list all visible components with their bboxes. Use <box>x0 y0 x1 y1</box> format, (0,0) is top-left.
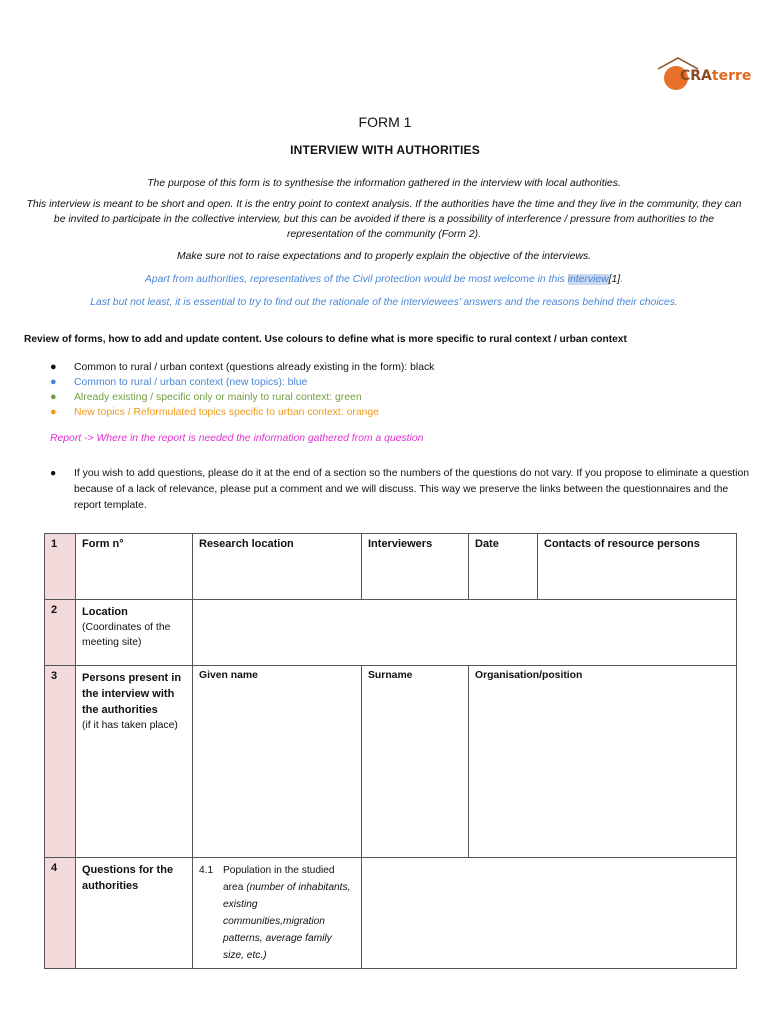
question-4-1-answer-cell[interactable] <box>362 858 737 969</box>
location-label: Location <box>82 606 128 618</box>
form-title: FORM 1 <box>358 114 412 130</box>
persons-label: Persons present in the interview with the authorities <box>82 672 182 716</box>
form-subtitle: INTERVIEW WITH AUTHORITIES <box>290 143 480 157</box>
interview-form-table <box>44 533 737 969</box>
highlighted-word: interview <box>567 274 609 285</box>
footnote-link[interactable]: [1] <box>608 274 621 285</box>
table-row <box>45 534 737 600</box>
logo-text <box>680 68 751 84</box>
table-row <box>45 600 737 666</box>
given-name-cell[interactable]: Given name <box>193 666 362 858</box>
legend-text: Already existing / specific only or mainly to rural context: green <box>74 392 362 403</box>
bullet-icon: ● <box>50 468 57 479</box>
table-row <box>45 666 737 858</box>
form-number-cell[interactable]: Form n° <box>76 534 193 600</box>
question-4-1-cell <box>193 858 362 969</box>
location-sublabel: (Coordinates of the meeting site) <box>82 622 171 648</box>
row-number: 2 <box>45 600 76 666</box>
organisation-cell[interactable]: Organisation/position <box>469 666 737 858</box>
intro-paragraph-5: Last but not least, it is essential to try to find out the rationale of the interviewees’ answers and the reasons behind their choices. <box>90 297 678 308</box>
add-questions-note <box>50 466 750 514</box>
logo-text-part2: terre <box>711 68 752 84</box>
legend-item <box>50 360 434 375</box>
intro-paragraph-4 <box>24 272 744 287</box>
questions-label-cell: Questions for the authorities <box>76 858 193 969</box>
persons-sublabel: (if it has taken place) <box>82 720 178 731</box>
legend-item <box>50 405 434 420</box>
report-note: Report -> Where in the report is needed the information gathered from a question <box>50 433 424 444</box>
bullet-icon: ● <box>50 406 57 418</box>
intro-p4-end: . <box>620 274 624 285</box>
legend-item <box>50 390 434 405</box>
colour-legend <box>50 360 434 420</box>
legend-text: New topics / Reformulated topics specific to urban context: orange <box>74 407 379 418</box>
location-label-cell <box>76 600 193 666</box>
row-number: 4 <box>45 858 76 969</box>
question-4-1 <box>199 862 355 964</box>
intro-paragraph-2: This interview is meant to be short and open. It is the entry point to context analysis. If the authorities have the time and they live in the community, they can be invited to participate in the collective interview, but this can be avoided if there is a possibility of interference / pressure from authorities to the representation of the community (Form 2). <box>26 199 742 240</box>
legend-item <box>50 375 434 390</box>
intro-p4-text: Apart from authorities, representatives of the Civil protection would be most welcome in this <box>144 274 568 285</box>
table-row <box>45 858 737 969</box>
question-text: Population in the studied area <box>223 865 335 893</box>
contacts-cell[interactable]: Contacts of resource persons <box>538 534 737 600</box>
interviewers-cell[interactable]: Interviewers <box>362 534 469 600</box>
logo-text-part1: CRA <box>680 68 712 84</box>
add-questions-text: If you wish to add questions, please do it at the end of a section so the numbers of the questions do not vary. If you propose to eliminate a question because of a lack of relevance, please put a comment and we will discuss. This way we preserve the links between the questionnaires and the report template. <box>74 468 750 511</box>
bullet-icon: ● <box>50 361 57 373</box>
question-detail: (number of inhabitants, existing communities,migration patterns, average family size, etc.) <box>223 882 351 961</box>
location-value-cell[interactable] <box>193 600 737 666</box>
date-cell[interactable]: Date <box>469 534 538 600</box>
legend-text: Common to rural / urban context (new topics): blue <box>74 377 308 388</box>
legend-text: Common to rural / urban context (questions already existing in the form): black <box>74 362 435 373</box>
surname-cell[interactable]: Surname <box>362 666 469 858</box>
persons-label-cell <box>76 666 193 858</box>
intro-paragraph-3: Make sure not to raise expectations and to properly explain the objective of the interviews. <box>176 251 592 262</box>
research-location-cell[interactable]: Research location <box>193 534 362 600</box>
review-heading: Review of forms, how to add and update content. Use colours to define what is more specific to rural context / urban context <box>24 334 627 345</box>
bullet-icon: ● <box>50 376 57 388</box>
row-number: 3 <box>45 666 76 858</box>
bullet-icon: ● <box>50 391 57 403</box>
question-text-wrap <box>223 862 355 964</box>
row-number: 1 <box>45 534 76 600</box>
question-number: 4.1 <box>199 865 214 876</box>
intro-paragraph-1: The purpose of this form is to synthesise the information gathered in the interview with local authorities. <box>147 178 621 189</box>
